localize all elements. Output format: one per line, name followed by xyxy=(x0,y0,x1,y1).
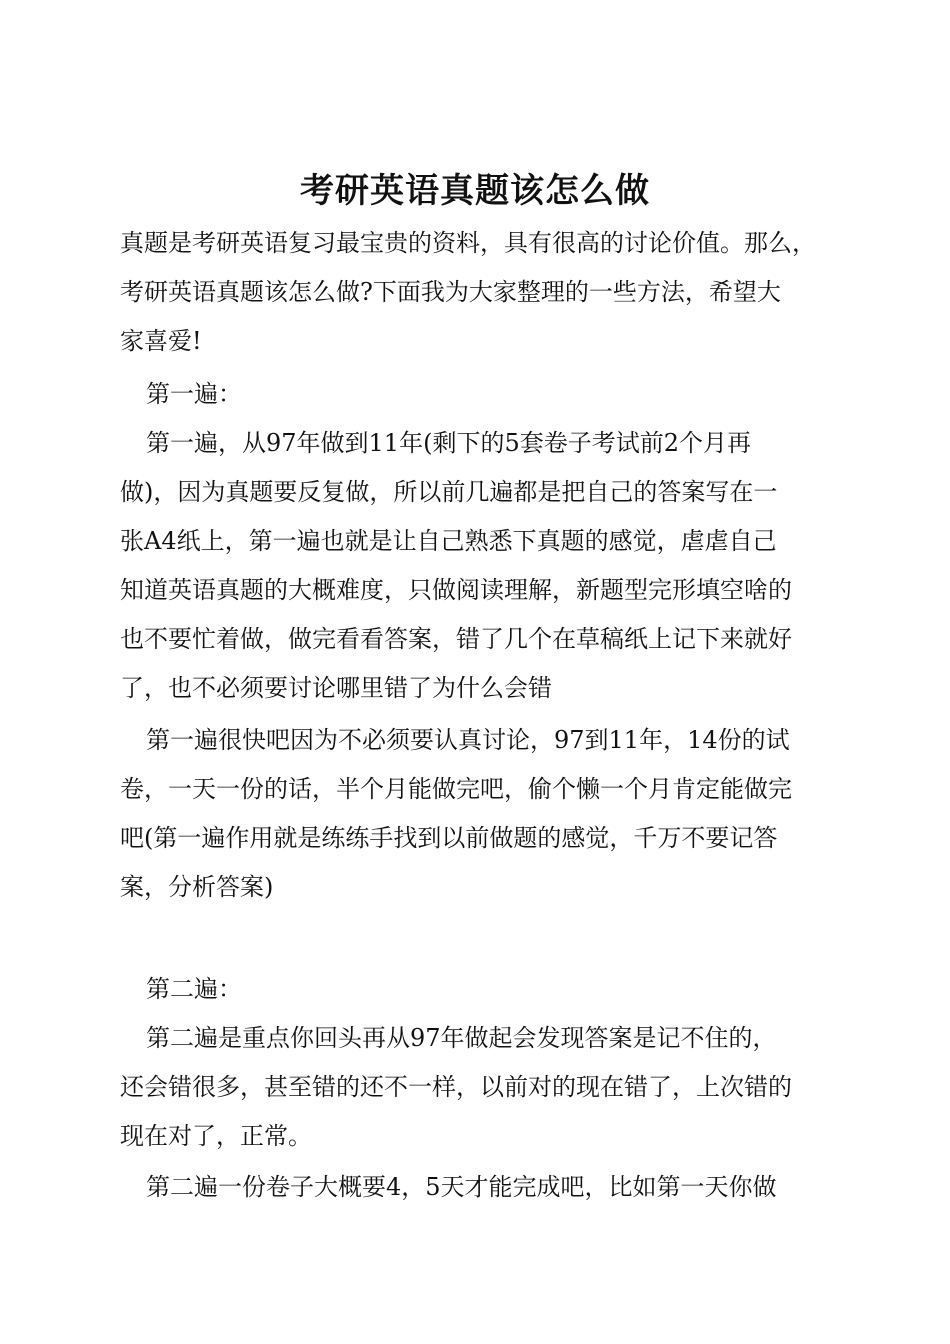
second-pass-paragraph-1 xyxy=(120,1014,842,1161)
text-line: 卷，一天一份的话，半个月能做完吧，偷个懒一个月肯定能做完 xyxy=(120,775,792,803)
section-heading-first-pass xyxy=(120,370,842,419)
text-line: 做)，因为真题要反复做，所以前几遍都是把自己的答案写在一 xyxy=(120,478,778,506)
section-heading-text: 第二遍： xyxy=(146,975,242,1003)
first-pass-paragraph-1 xyxy=(120,419,842,713)
text-line: 张A4纸上，第一遍也就是让自己熟悉下真题的感觉，虐虐自己 xyxy=(120,527,777,555)
intro-paragraph xyxy=(120,219,842,366)
text-line: 了，也不必须要讨论哪里错了为什么会错 xyxy=(120,674,552,702)
text-line: 第一遍，从97年做到11年(剩下的5套卷子考试前2个月再 xyxy=(146,429,751,457)
text-line: 吧(第一遍作用就是练练手找到以前做题的感觉，千万不要记答 xyxy=(120,824,778,852)
text-line: 知道英语真题的大概难度，只做阅读理解，新题型完形填空啥的 xyxy=(120,576,792,604)
text-line: 真题是考研英语复习最宝贵的资料，具有很高的讨论价值。那么， xyxy=(120,229,816,257)
first-pass-paragraph-2 xyxy=(120,716,842,912)
section-heading-second-pass xyxy=(120,965,842,1014)
text-line: 案，分析答案) xyxy=(120,873,274,901)
text-line: 第二遍是重点你回头再从97年做起会发现答案是记不住的， xyxy=(146,1024,777,1052)
document-title: 考研英语真题该怎么做 xyxy=(300,170,650,211)
text-line: 第二遍一份卷子大概要4，5天才能完成吧，比如第一天你做 xyxy=(146,1173,777,1201)
text-line: 考研英语真题该怎么做?下面我为大家整理的一些方法，希望大 xyxy=(120,278,781,306)
text-line: 第一遍很快吧因为不必须要认真讨论，97到11年，14份的试 xyxy=(146,726,790,754)
text-line: 也不要忙着做，做完看看答案，错了几个在草稿纸上记下来就好 xyxy=(120,625,792,653)
text-line: 家喜爱! xyxy=(120,327,202,355)
text-line: 现在对了，正常。 xyxy=(120,1122,312,1150)
text-line: 还会错很多，甚至错的还不一样，以前对的现在错了，上次错的 xyxy=(120,1073,792,1101)
section-heading-text: 第一遍： xyxy=(146,380,242,408)
second-pass-paragraph-2 xyxy=(120,1163,842,1212)
